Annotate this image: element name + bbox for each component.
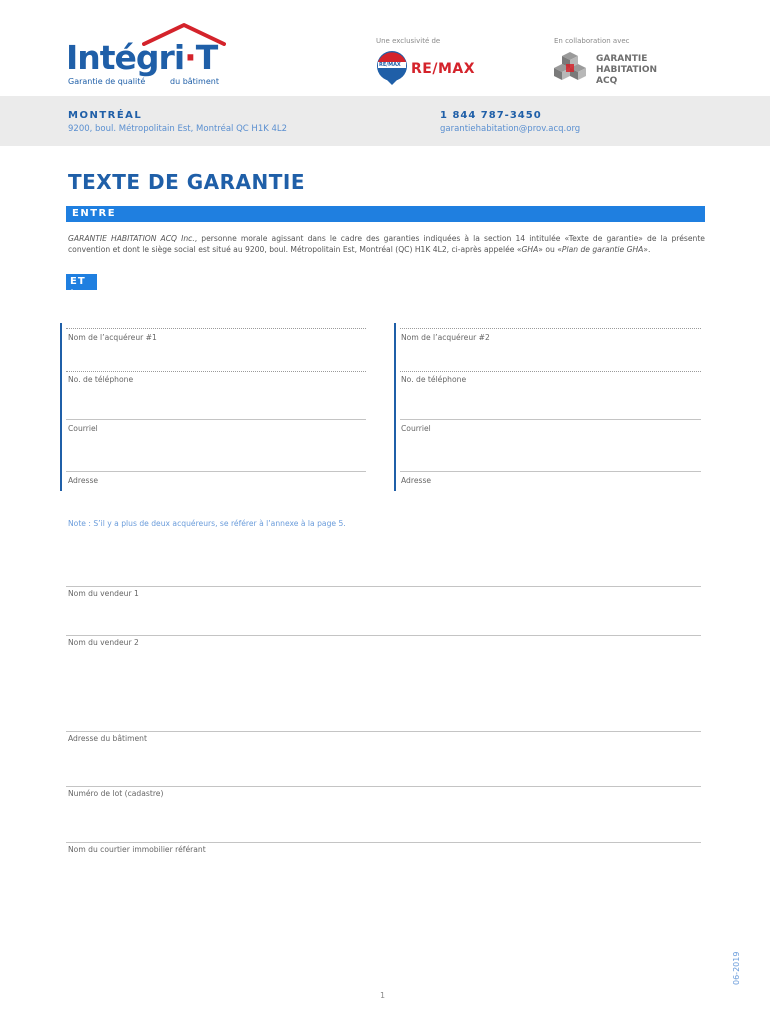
building-address-line[interactable] bbox=[66, 731, 701, 732]
buyer1-address-line[interactable] bbox=[66, 471, 366, 472]
et-label: ET : bbox=[70, 276, 86, 298]
logo-tagline-right: du bâtiment bbox=[170, 77, 219, 86]
para-italic-1: GARANTIE HABITATION ACQ Inc. bbox=[68, 234, 195, 243]
para-text-1: , personne morale agissant dans le cadre des garanties indiquées à la section 14 intitulée «Texte de garantie» de la présente convention et dont le siège social est situé au 9200, boul. Métropolitain Est, Montréal (QC) H1K 4L2, ci-après appelée « bbox=[68, 234, 705, 254]
buyer2-name-line[interactable] bbox=[400, 328, 701, 329]
buyer1-address-label: Adresse bbox=[68, 476, 99, 485]
buyer1-email-label: Courriel bbox=[68, 424, 98, 433]
buyer2-address-label: Adresse bbox=[401, 476, 432, 485]
logo-tagline-left: Garantie de qualité bbox=[68, 77, 146, 86]
seller1-label: Nom du vendeur 1 bbox=[68, 589, 139, 598]
para-italic-2: GHA bbox=[521, 245, 539, 254]
gha-line-2: HABITATION bbox=[596, 65, 658, 75]
collab-label: En collaboration avec bbox=[554, 37, 630, 45]
buyer2-accent-bar bbox=[394, 323, 396, 491]
buyer2-phone-label: No. de téléphone bbox=[401, 375, 467, 384]
seller2-line[interactable] bbox=[66, 635, 701, 636]
broker-label: Nom du courtier immobilier référant bbox=[68, 845, 206, 854]
buyer1-email-line[interactable] bbox=[66, 419, 366, 420]
buyer2-name-label: Nom de l’acquéreur #2 bbox=[401, 333, 490, 342]
broker-line[interactable] bbox=[66, 842, 701, 843]
version-date: 06-2019 bbox=[732, 951, 741, 985]
gha-line-1: GARANTIE bbox=[596, 54, 648, 64]
band-city: MONTRÉAL bbox=[68, 110, 143, 121]
buyer2-phone-line[interactable] bbox=[400, 371, 701, 372]
page-title: TEXTE DE GARANTIE bbox=[68, 170, 305, 194]
band-phone: 1 844 787-3450 bbox=[440, 110, 542, 121]
logo-wordmark: Intégri·T bbox=[66, 38, 218, 77]
intro-paragraph bbox=[68, 233, 705, 255]
buyer1-phone-line[interactable] bbox=[66, 371, 366, 372]
page-number: 1 bbox=[380, 991, 386, 1000]
gha-line-3: ACQ bbox=[596, 76, 618, 86]
exclusivity-label: Une exclusivité de bbox=[376, 37, 441, 45]
contact-band bbox=[0, 96, 770, 146]
gha-cubes-icon bbox=[552, 50, 588, 88]
para-text-2: » ou « bbox=[538, 245, 562, 254]
gha-wordmark bbox=[596, 54, 657, 87]
para-italic-3: Plan de garantie GHA bbox=[561, 245, 644, 254]
buyer2-email-label: Courriel bbox=[401, 424, 431, 433]
et-section-box bbox=[66, 274, 97, 298]
para-text-3: ». bbox=[643, 245, 651, 254]
entre-label: ENTRE bbox=[72, 208, 117, 219]
buyer2-email-line[interactable] bbox=[400, 419, 701, 420]
band-email[interactable]: garantiehabitation@prov.acq.org bbox=[440, 124, 581, 134]
remax-badge-text: RE/MAX bbox=[379, 62, 401, 68]
lot-number-label: Numéro de lot (cadastre) bbox=[68, 789, 164, 798]
logo-letter: T bbox=[195, 38, 218, 77]
buyer2-address-line[interactable] bbox=[400, 471, 701, 472]
buyer1-phone-label: No. de téléphone bbox=[68, 375, 134, 384]
multiple-buyers-note: Note : S’il y a plus de deux acquéreurs, se référer à l’annexe à la page 5. bbox=[68, 519, 346, 528]
buyer1-accent-bar bbox=[60, 323, 62, 491]
buyer1-name-label: Nom de l’acquéreur #1 bbox=[68, 333, 157, 342]
remax-balloon-icon bbox=[374, 50, 410, 86]
seller1-line[interactable] bbox=[66, 586, 701, 587]
buyer1-name-line[interactable] bbox=[66, 328, 366, 329]
remax-wordmark: RE/MAX bbox=[411, 61, 476, 77]
logo-word: Intégri bbox=[66, 38, 185, 77]
lot-number-line[interactable] bbox=[66, 786, 701, 787]
seller2-label: Nom du vendeur 2 bbox=[68, 638, 139, 647]
building-address-label: Adresse du bâtiment bbox=[68, 734, 147, 743]
entre-section-bar bbox=[66, 206, 705, 222]
band-address: 9200, boul. Métropolitain Est, Montréal QC H1K 4L2 bbox=[68, 124, 288, 134]
